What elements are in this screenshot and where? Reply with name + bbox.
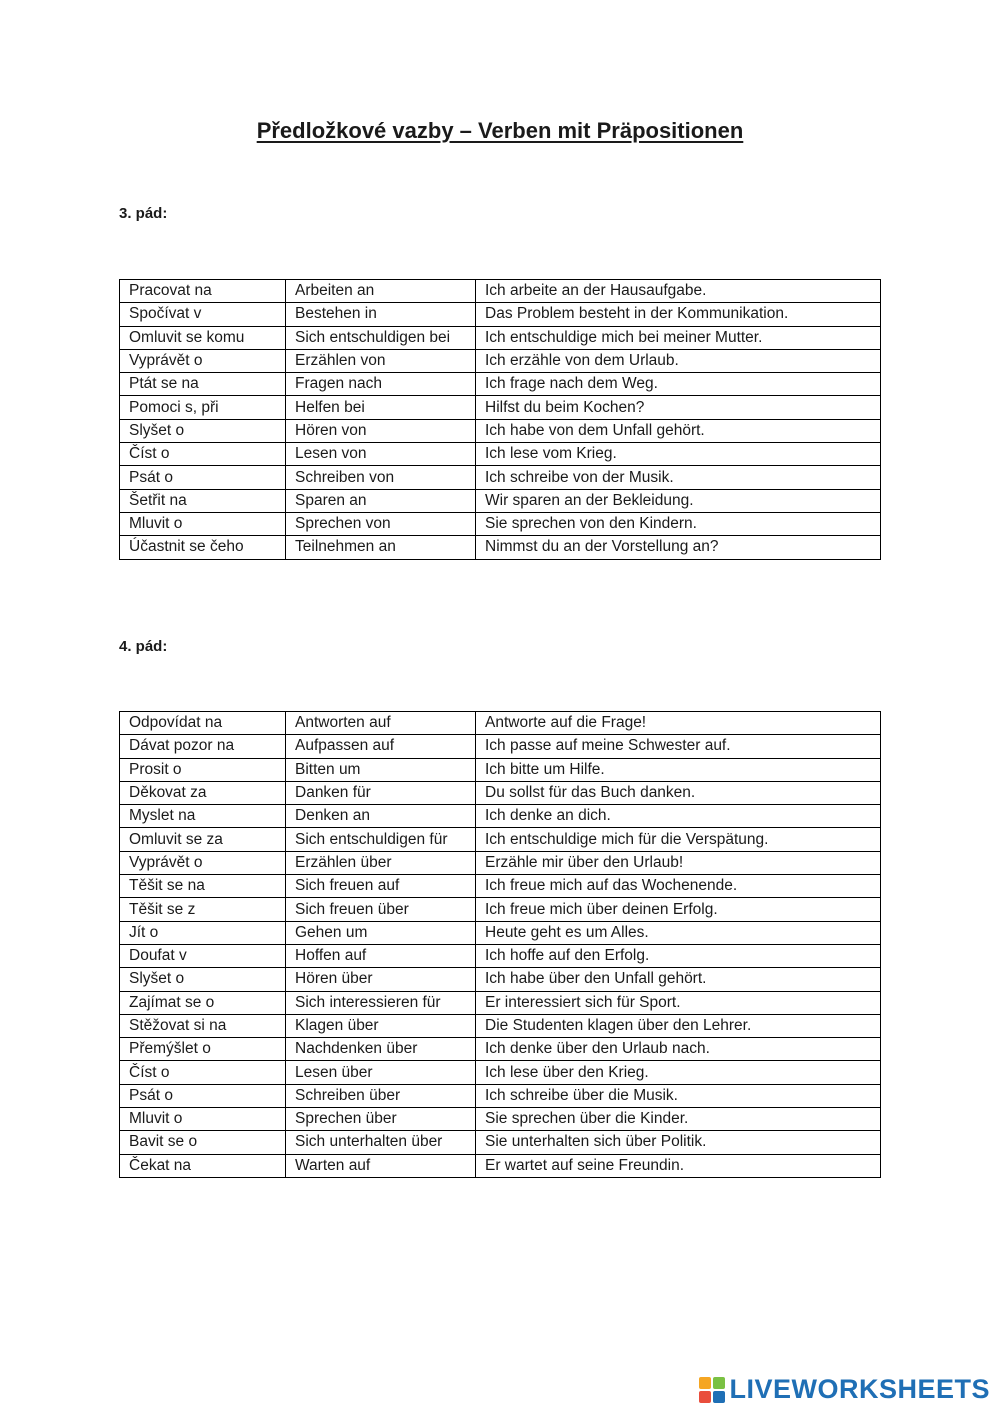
czech-verb-cell: Šetřit na: [120, 489, 286, 512]
czech-verb-cell: Číst o: [120, 1061, 286, 1084]
german-verb-cell: Sich freuen auf: [286, 875, 476, 898]
table-row: [120, 536, 881, 559]
german-verb-cell: Sich entschuldigen bei: [286, 326, 476, 349]
example-sentence-cell: Er interessiert sich für Sport.: [476, 991, 881, 1014]
example-sentence-cell: Die Studenten klagen über den Lehrer.: [476, 1014, 881, 1037]
logo-square: [713, 1377, 725, 1389]
table-row: [120, 1154, 881, 1177]
example-sentence-cell: Ich passe auf meine Schwester auf.: [476, 735, 881, 758]
czech-verb-cell: Psát o: [120, 1084, 286, 1107]
example-sentence-cell: Das Problem besteht in der Kommunikation.: [476, 303, 881, 326]
example-sentence-cell: Ich denke über den Urlaub nach.: [476, 1038, 881, 1061]
example-sentence-cell: Ich freue mich über deinen Erfolg.: [476, 898, 881, 921]
example-sentence-cell: Ich denke an dich.: [476, 805, 881, 828]
logo-square: [713, 1391, 725, 1403]
german-verb-cell: Aufpassen auf: [286, 735, 476, 758]
czech-verb-cell: Doufat v: [120, 944, 286, 967]
czech-verb-cell: Mluvit o: [120, 512, 286, 535]
table-row: [120, 419, 881, 442]
czech-verb-cell: Vyprávět o: [120, 349, 286, 372]
czech-verb-cell: Bavit se o: [120, 1131, 286, 1154]
german-verb-cell: Erzählen von: [286, 349, 476, 372]
table-row: [120, 303, 881, 326]
czech-verb-cell: Zajímat se o: [120, 991, 286, 1014]
table-row: [120, 373, 881, 396]
german-verb-cell: Sich entschuldigen für: [286, 828, 476, 851]
czech-verb-cell: Prosit o: [120, 758, 286, 781]
german-verb-cell: Teilnehmen an: [286, 536, 476, 559]
german-verb-cell: Hören über: [286, 968, 476, 991]
table-row: [120, 1108, 881, 1131]
czech-verb-cell: Stěžovat si na: [120, 1014, 286, 1037]
table-row: [120, 280, 881, 303]
german-verb-cell: Sprechen über: [286, 1108, 476, 1131]
table-row: [120, 1061, 881, 1084]
german-verb-cell: Gehen um: [286, 921, 476, 944]
liveworksheets-brand: [699, 1374, 990, 1405]
czech-verb-cell: Těšit se na: [120, 875, 286, 898]
table-row: [120, 805, 881, 828]
example-sentence-cell: Sie sprechen über die Kinder.: [476, 1108, 881, 1131]
german-verb-cell: Arbeiten an: [286, 280, 476, 303]
german-verb-cell: Hören von: [286, 419, 476, 442]
table-row: [120, 466, 881, 489]
czech-verb-cell: Pomoci s, při: [120, 396, 286, 419]
logo-square: [699, 1377, 711, 1389]
table-row: [120, 828, 881, 851]
german-verb-cell: Lesen von: [286, 443, 476, 466]
german-verb-cell: Bestehen in: [286, 303, 476, 326]
table-row: [120, 443, 881, 466]
czech-verb-cell: Dávat pozor na: [120, 735, 286, 758]
page-title: Předložkové vazby – Verben mit Präpositionen: [256, 118, 744, 143]
example-sentence-cell: Ich hoffe auf den Erfolg.: [476, 944, 881, 967]
table-row: [120, 851, 881, 874]
dative-verbs-table: [119, 279, 881, 560]
german-verb-cell: Klagen über: [286, 1014, 476, 1037]
table-row: [120, 921, 881, 944]
example-sentence-cell: Er wartet auf seine Freundin.: [476, 1154, 881, 1177]
example-sentence-cell: Ich habe über den Unfall gehört.: [476, 968, 881, 991]
example-sentence-cell: Du sollst für das Buch danken.: [476, 781, 881, 804]
example-sentence-cell: Hilfst du beim Kochen?: [476, 396, 881, 419]
czech-verb-cell: Přemýšlet o: [120, 1038, 286, 1061]
table-row: [120, 991, 881, 1014]
table-row: [120, 898, 881, 921]
german-verb-cell: Schreiben über: [286, 1084, 476, 1107]
german-verb-cell: Warten auf: [286, 1154, 476, 1177]
czech-verb-cell: Myslet na: [120, 805, 286, 828]
czech-verb-cell: Spočívat v: [120, 303, 286, 326]
example-sentence-cell: Erzähle mir über den Urlaub!: [476, 851, 881, 874]
czech-verb-cell: Vyprávět o: [120, 851, 286, 874]
example-sentence-cell: Ich schreibe von der Musik.: [476, 466, 881, 489]
example-sentence-cell: Heute geht es um Alles.: [476, 921, 881, 944]
czech-verb-cell: Číst o: [120, 443, 286, 466]
section-label-dative: 3. pád:: [119, 205, 168, 222]
example-sentence-cell: Ich bitte um Hilfe.: [476, 758, 881, 781]
table-row: [120, 512, 881, 535]
table-row: [120, 875, 881, 898]
german-verb-cell: Bitten um: [286, 758, 476, 781]
german-verb-cell: Denken an: [286, 805, 476, 828]
table-row: [120, 326, 881, 349]
example-sentence-cell: Nimmst du an der Vorstellung an?: [476, 536, 881, 559]
czech-verb-cell: Čekat na: [120, 1154, 286, 1177]
table-row: [120, 1131, 881, 1154]
example-sentence-cell: Ich erzähle von dem Urlaub.: [476, 349, 881, 372]
example-sentence-cell: Ich entschuldige mich bei meiner Mutter.: [476, 326, 881, 349]
german-verb-cell: Danken für: [286, 781, 476, 804]
table-row: [120, 1084, 881, 1107]
brand-name: LIVEWORKSHEETS: [729, 1374, 990, 1404]
example-sentence-cell: Ich schreibe über die Musik.: [476, 1084, 881, 1107]
german-verb-cell: Sprechen von: [286, 512, 476, 535]
table-row: [120, 758, 881, 781]
czech-verb-cell: Slyšet o: [120, 968, 286, 991]
example-sentence-cell: Sie sprechen von den Kindern.: [476, 512, 881, 535]
table-row: [120, 396, 881, 419]
czech-verb-cell: Slyšet o: [120, 419, 286, 442]
czech-verb-cell: Ptát se na: [120, 373, 286, 396]
czech-verb-cell: Pracovat na: [120, 280, 286, 303]
example-sentence-cell: Antworte auf die Frage!: [476, 712, 881, 735]
german-verb-cell: Erzählen über: [286, 851, 476, 874]
german-verb-cell: Schreiben von: [286, 466, 476, 489]
example-sentence-cell: Wir sparen an der Bekleidung.: [476, 489, 881, 512]
table-row: [120, 1038, 881, 1061]
czech-verb-cell: Jít o: [120, 921, 286, 944]
german-verb-cell: Sparen an: [286, 489, 476, 512]
czech-verb-cell: Těšit se z: [120, 898, 286, 921]
table-row: [120, 781, 881, 804]
czech-verb-cell: Omluvit se za: [120, 828, 286, 851]
example-sentence-cell: Ich frage nach dem Weg.: [476, 373, 881, 396]
example-sentence-cell: Ich entschuldige mich für die Verspätung.: [476, 828, 881, 851]
german-verb-cell: Antworten auf: [286, 712, 476, 735]
section-label-accusative: 4. pád:: [119, 638, 168, 655]
czech-verb-cell: Odpovídat na: [120, 712, 286, 735]
german-verb-cell: Fragen nach: [286, 373, 476, 396]
german-verb-cell: Hoffen auf: [286, 944, 476, 967]
czech-verb-cell: Psát o: [120, 466, 286, 489]
german-verb-cell: Helfen bei: [286, 396, 476, 419]
example-sentence-cell: Ich habe von dem Unfall gehört.: [476, 419, 881, 442]
czech-verb-cell: Mluvit o: [120, 1108, 286, 1131]
german-verb-cell: Sich freuen über: [286, 898, 476, 921]
czech-verb-cell: Účastnit se čeho: [120, 536, 286, 559]
table-row: [120, 489, 881, 512]
german-verb-cell: Sich interessieren für: [286, 991, 476, 1014]
table-row: [120, 735, 881, 758]
liveworksheets-logo-icon: [699, 1377, 725, 1403]
example-sentence-cell: Ich lese über den Krieg.: [476, 1061, 881, 1084]
example-sentence-cell: Ich lese vom Krieg.: [476, 443, 881, 466]
accusative-verbs-table: [119, 711, 881, 1178]
example-sentence-cell: Ich freue mich auf das Wochenende.: [476, 875, 881, 898]
german-verb-cell: Sich unterhalten über: [286, 1131, 476, 1154]
example-sentence-cell: Ich arbeite an der Hausaufgabe.: [476, 280, 881, 303]
logo-square: [699, 1391, 711, 1403]
czech-verb-cell: Děkovat za: [120, 781, 286, 804]
czech-verb-cell: Omluvit se komu: [120, 326, 286, 349]
example-sentence-cell: Sie unterhalten sich über Politik.: [476, 1131, 881, 1154]
german-verb-cell: Nachdenken über: [286, 1038, 476, 1061]
table-row: [120, 1014, 881, 1037]
table-row: [120, 968, 881, 991]
table-row: [120, 712, 881, 735]
table-row: [120, 349, 881, 372]
table-row: [120, 944, 881, 967]
german-verb-cell: Lesen über: [286, 1061, 476, 1084]
